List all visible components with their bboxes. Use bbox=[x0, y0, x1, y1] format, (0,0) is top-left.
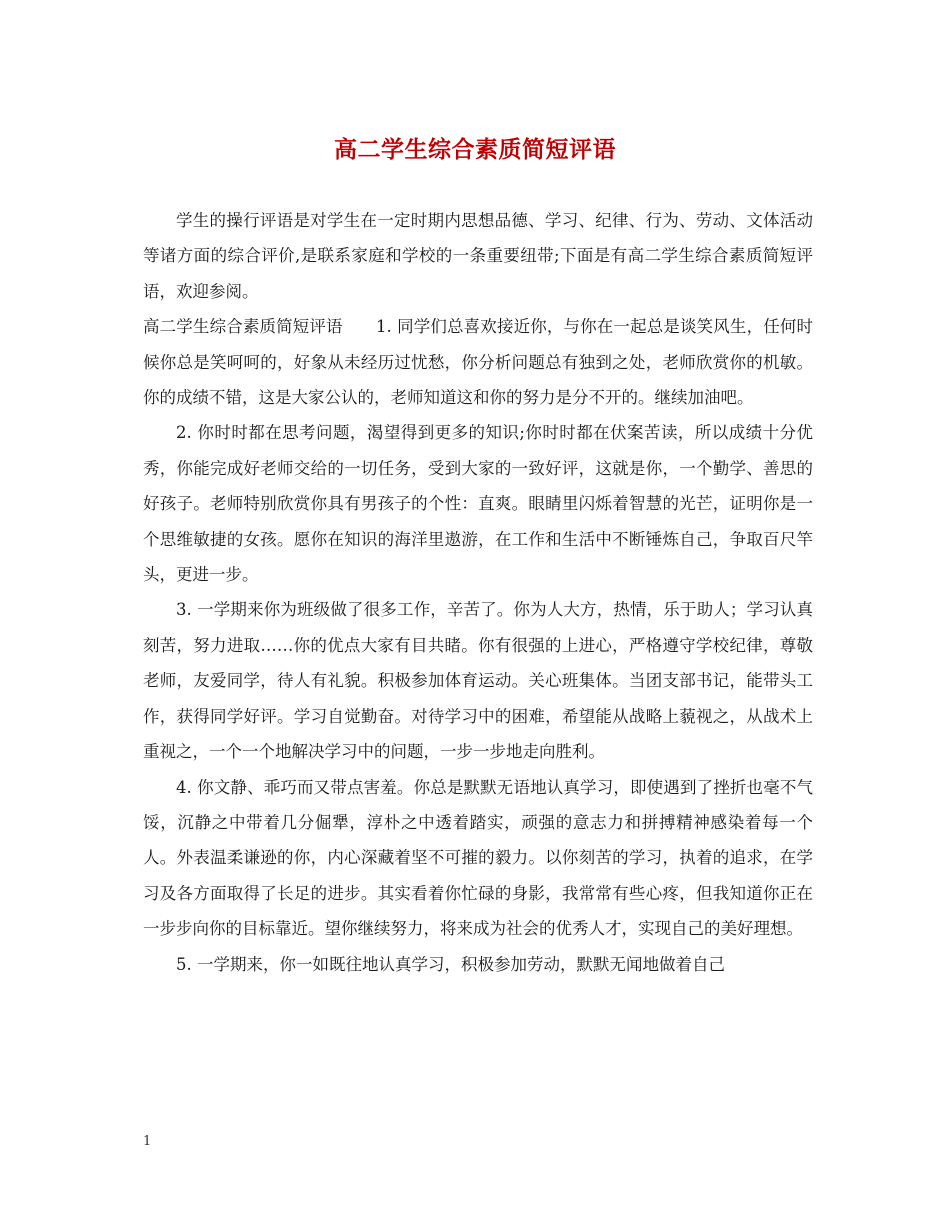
comment-paragraph-5: 5. 一学期来，你一如既往地认真学习，积极参加劳动，默默无闻地做着自己 bbox=[176, 954, 725, 974]
comment-paragraph-3: 3. 一学期来你为班级做了很多工作，辛苦了。你为人大方，热情，乐于助人；学习认真刻苦，努力进取……你的优点大家有目共睹。你有很强的上进心，严格遵守学校纪律，尊敬老师，友爱同学，待人有礼貌。积极参加体育运动。关心班集体。当团支部书记，能带头工作，获得同学好评。学习自觉勤奋。对待学习中的困难，希望能从战略上藐视之，从战术上重视之，一个一个地解决学习中的问题，一步一步地走向胜利。 bbox=[143, 600, 813, 762]
page-number: 1 bbox=[143, 1134, 152, 1149]
document-body bbox=[143, 203, 813, 982]
comment-paragraph-2: 2. 你时时都在思考问题，渴望得到更多的知识;你时时都在伏案苦读，所以成绩十分优秀，你能完成好老师交给的一切任务，受到大家的一致好评，这就是你，一个勤学、善思的好孩子。老师特别欣赏你具有男孩子的个性：直爽。眼睛里闪烁着智慧的光芒，证明你是一个思维敏捷的女孩。愿你在知识的海洋里遨游，在工作和生活中不断锤炼自己，争取百尺竿头，更进一步。 bbox=[143, 423, 813, 585]
comment-paragraph-1: 高二学生综合素质简短评语 1. 同学们总喜欢接近你，与你在一起总是谈笑风生，任何时候你总是笑呵呵的，好象从未经历过忧愁，你分析问题总有独到之处，老师欣赏你的机敏。你的成绩不错，这是大家公认的，老师知道这和你的努力是分不开的。继续加油吧。 bbox=[143, 317, 813, 408]
document-title: 高二学生综合素质简短评语 bbox=[334, 136, 616, 163]
comment-paragraph-4: 4. 你文静、乖巧而又带点害羞。你总是默默无语地认真学习，即使遇到了挫折也毫不气馁，沉静之中带着几分倔犟，淳朴之中透着踏实，顽强的意志力和拼搏精神感染着每一个人。外表温柔谦逊的你，内心深藏着坚不可摧的毅力。以你刻苦的学习，执着的追求，在学习及各方面取得了长足的进步。其实看着你忙碌的身影，我常常有些心疼，但我知道你正在一步步向你的目标靠近。望你继续努力，将来成为社会的优秀人才，实现自己的美好理想。 bbox=[143, 777, 813, 939]
intro-paragraph: 学生的操行评语是对学生在一定时期内思想品德、学习、纪律、行为、劳动、文体活动等诸方面的综合评价,是联系家庭和学校的一条重要纽带;下面是有高二学生综合素质简短评语，欢迎参阅。 bbox=[143, 211, 813, 301]
